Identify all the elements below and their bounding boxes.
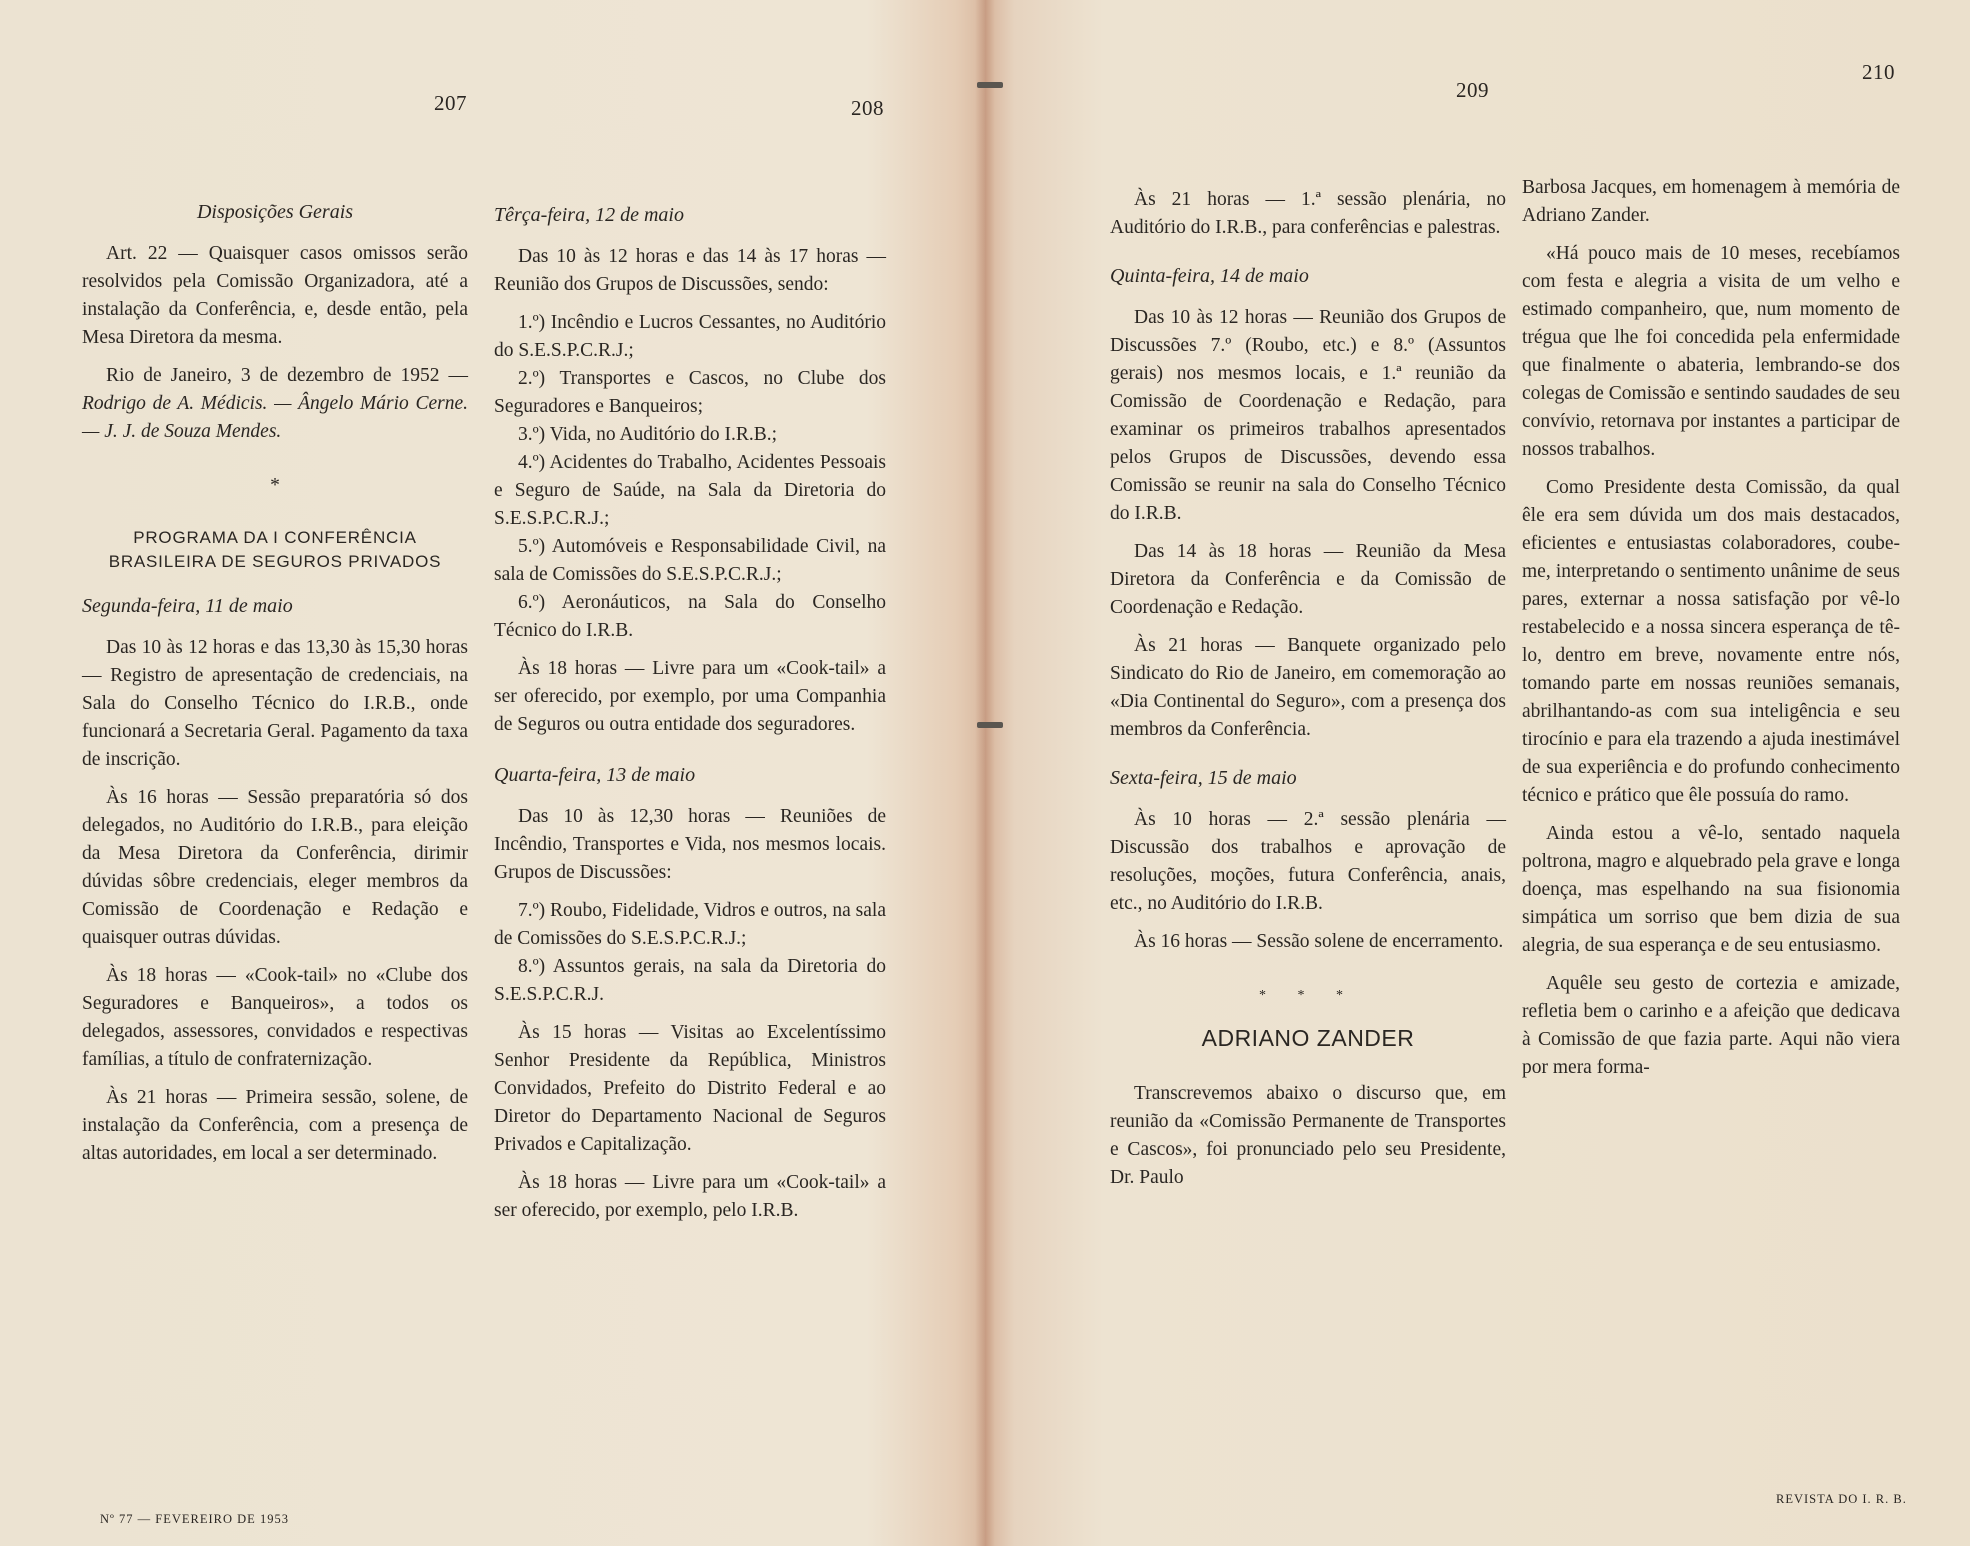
program-title: PROGRAMA DA I CONFERÊNCIA BRASILEIRA DE SEGUROS PRIVADOS — [108, 528, 442, 571]
list-item: 1.º) Incêndio e Lucros Cessantes, no Auditório do S.E.S.P.C.R.J.; — [494, 312, 886, 361]
paragraph: Às 18 horas — «Cook-tail» no «Clube dos Seguradores e Banqueiros», a todos os delegados, assessores, convidados e respectivas famílias, a título de confraternização. — [82, 965, 468, 1070]
paragraph: Às 21 horas — Banquete organizado pelo Sindicato do Rio de Janeiro, em comemoração ao «Dia Continental do Seguro», com a presença dos membros da Conferência. — [1110, 635, 1506, 740]
day-heading-thursday: Quinta-feira, 14 de maio — [1110, 265, 1309, 287]
list-item: 7.º) Roubo, Fidelidade, Vidros e outros, na sala de Comissões do S.E.S.P.C.R.J.; — [494, 900, 886, 949]
staple-middle — [975, 716, 1005, 734]
page-209-column — [1110, 186, 1506, 1202]
list-item: 3.º) Vida, no Auditório do I.R.B.; — [518, 424, 778, 445]
paragraph: Às 18 horas — Livre para um «Cook-tail» a ser oferecido, por exemplo, por uma Companhia de Seguros ou outra entidade dos seguradores. — [494, 658, 886, 735]
paragraph: Às 16 horas — Sessão solene de encerramento. — [1134, 931, 1504, 952]
paragraph: Às 16 horas — Sessão preparatória só dos delegados, no Auditório do I.R.B., para eleição da Mesa Diretora da Conferência, dirimir dúvidas sôbre credenciais, eleger membros da Comissão de Coordenação e Redação e quaisquer outras dúvidas. — [82, 787, 468, 948]
separator-star: * — [270, 475, 280, 496]
article-title: ADRIANO ZANDER — [1201, 1025, 1415, 1051]
page-number-209: 209 — [1456, 78, 1489, 102]
day-heading-tuesday: Têrça-feira, 12 de maio — [494, 204, 684, 226]
paragraph: Das 14 às 18 horas — Reunião da Mesa Diretora da Conferência e da Comissão de Coordenação e Redação. — [1110, 541, 1506, 618]
binding-gutter — [975, 0, 995, 1546]
day-heading-wednesday: Quarta-feira, 13 de maio — [494, 764, 696, 786]
list-item: 4.º) Acidentes do Trabalho, Acidentes Pessoais e Seguro de Saúde, na Sala da Diretoria do S.E.S.P.C.R.J.; — [494, 452, 886, 529]
paragraph: Das 10 às 12 horas e das 13,30 às 15,30 horas — Registro de apresentação de credenciais, na Sala do Conselho Técnico do I.R.B., onde funcionará a Secretaria Geral. Pagamento da taxa de inscrição. — [82, 637, 468, 770]
signature: Rio de Janeiro, 3 de dezembro de 1952 — Rodrigo de A. Médicis. — Ângelo Mário Cerne. — J. J. de Souza Mendes. — [82, 365, 468, 442]
paragraph: Ainda estou a vê-lo, sentado naquela poltrona, magro e alquebrado pela grave e longa doença, mas espelhando na sua fisionomia simpática um sorriso que bem dizia de sua alegria, de sua esperança e de seu entusiasmo. — [1522, 823, 1900, 956]
page-210-column — [1522, 174, 1900, 1092]
paragraph: Às 18 horas — Livre para um «Cook-tail» a ser oferecido, por exemplo, pelo I.R.B. — [494, 1172, 886, 1221]
article-22: Art. 22 — Quaisquer casos omissos serão resolvidos pela Comissão Organizadora, até a instalação da Conferência, e, desde então, pela Mesa Diretora da mesma. — [82, 243, 468, 348]
separator-stars: * * * — [1259, 988, 1357, 1003]
paragraph: Às 21 horas — 1.ª sessão plenária, no Auditório do I.R.B., para conferências e palestras. — [1110, 189, 1506, 238]
paragraph: Às 15 horas — Visitas ao Excelentíssimo Senhor Presidente da República, Ministros Convidados, Prefeito do Distrito Federal e ao Diretor do Departamento Nacional de Seguros Privados e Capitalização. — [494, 1022, 886, 1155]
day-heading-friday: Sexta-feira, 15 de maio — [1110, 767, 1297, 789]
page-207-column — [82, 198, 468, 1178]
page-number-208: 208 — [851, 96, 884, 120]
paragraph: Como Presidente desta Comissão, da qual êle era sem dúvida um dos mais destacados, eficientes e entusiastas colaboradores, coube-me, interpretando o sentimento unânime de seus pares, externar a nossa satisfação por vê-lo restabelecido e a nossa sincera esperança de tê-lo, dentro em breve, novamente entre nós, tomando parte em nossas reuniões semanais, abrilhantando-as com sua inteligência e seu tirocínio e para ela trazendo a ajuda inestimável de sua experiência e do profundo conhecimento técnico e prático que êle possuía do ramo. — [1522, 477, 1900, 806]
paragraph: Barbosa Jacques, em homenagem à memória de Adriano Zander. — [1522, 177, 1900, 226]
page-number-210: 210 — [1862, 60, 1895, 84]
paragraph: Às 21 horas — Primeira sessão, solene, de instalação da Conferência, com a presença de altas autoridades, em local a ser determinado. — [82, 1087, 468, 1164]
footer-issue: Nº 77 — FEVEREIRO DE 1953 — [100, 1512, 289, 1526]
footer-journal: REVISTA DO I. R. B. — [1776, 1492, 1907, 1506]
paragraph: Das 10 às 12 horas e das 14 às 17 horas — Reunião dos Grupos de Discussões, sendo: — [494, 246, 886, 295]
paragraph: Transcrevemos abaixo o discurso que, em reunião da «Comissão Permanente de Transportes e Cascos», foi pronunciado pelo seu Presidente, Dr. Paulo — [1110, 1083, 1506, 1188]
list-item: 8.º) Assuntos gerais, na sala da Diretoria do S.E.S.P.C.R.J. — [494, 956, 886, 1005]
paragraph: Das 10 às 12 horas — Reunião dos Grupos de Discussões 7.º (Roubo, etc.) e 8.º (Assuntos gerais) nos mesmos locais, e 1.ª reunião da Comissão de Coordenação e Redação, para examinar os primeiros trabalhos apresentados pelos Grupos de Discussões, devendo essa Comissão se reunir na sala do Conselho Técnico do I.R.B. — [1110, 307, 1506, 524]
paragraph: Das 10 às 12,30 horas — Reuniões de Incêndio, Transportes e Vida, nos mesmos locais. Grupos de Discussões: — [494, 806, 886, 883]
staple-top — [975, 76, 1005, 94]
paragraph: «Há pouco mais de 10 meses, recebíamos com festa e alegria a visita de um velho e estimado companheiro, que, num momento de trégua que lhe foi concedida pela enfermidade que finalmente o abateria, lembrando-se dos colegas de Comissão e sentindo saudades de seu convívio, retornava por instantes a participar de nossos trabalhos. — [1522, 243, 1900, 460]
section-heading: Disposições Gerais — [196, 201, 354, 223]
paragraph: Aquêle seu gesto de cortezia e amizade, refletia bem o carinho e a afeição que dedicava à Comissão de que fazia parte. Aqui não viera por mera forma- — [1522, 973, 1900, 1078]
paragraph: Às 10 horas — 2.ª sessão plenária — Discussão dos trabalhos e aprovação de resoluções, moções, futura Conferência, anais, etc., no Auditório do I.R.B. — [1110, 809, 1506, 914]
list-item: 2.º) Transportes e Cascos, no Clube dos Seguradores e Banqueiros; — [494, 368, 886, 417]
page-208-column — [494, 201, 886, 1235]
day-heading-monday: Segunda-feira, 11 de maio — [82, 595, 293, 617]
page-number-207: 207 — [434, 91, 467, 115]
list-item: 5.º) Automóveis e Responsabilidade Civil, na sala de Comissões do S.E.S.P.C.R.J.; — [494, 536, 886, 585]
list-item: 6.º) Aeronáuticos, na Sala do Conselho Técnico do I.R.B. — [494, 592, 886, 641]
